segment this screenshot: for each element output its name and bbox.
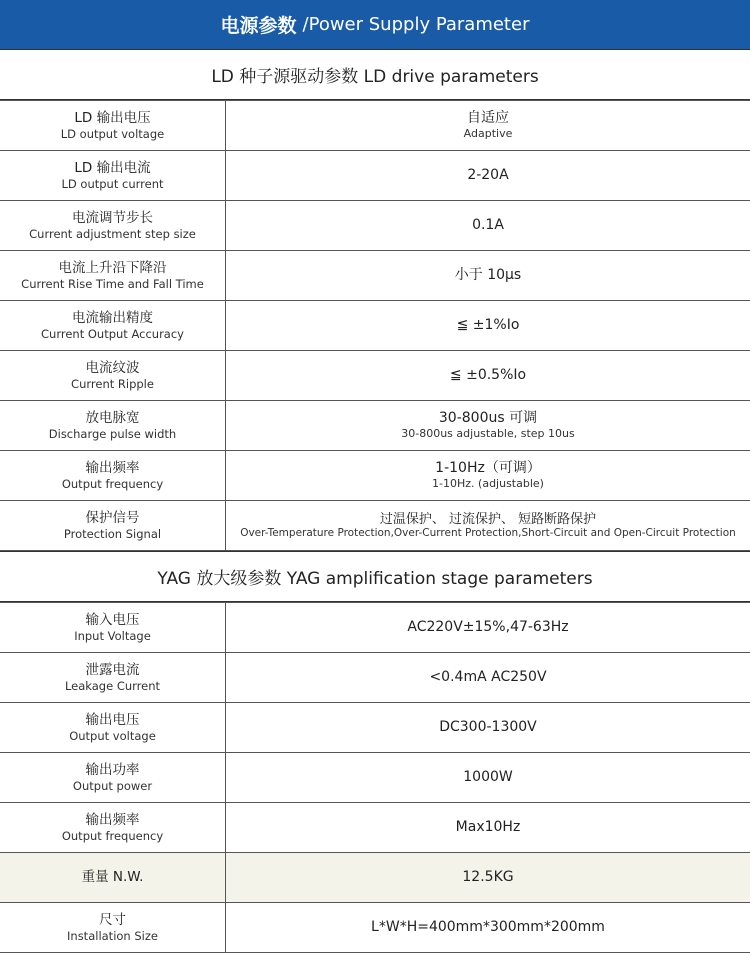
param-label-en: Current Output Accuracy [41, 326, 184, 341]
table-row [0, 451, 750, 501]
table-row [0, 653, 750, 703]
table-row [0, 753, 750, 803]
param-label-cn: 泄露电流 [85, 661, 140, 678]
param-value: 0.1A [472, 217, 504, 233]
param-value: L*W*H=400mm*300mm*200mm [371, 919, 605, 935]
param-label-cn: 输出频率 [85, 811, 140, 828]
param-label-en: Output frequency [61, 828, 164, 843]
param-label-en: LD output current [61, 176, 164, 191]
param-value: 30-800us 可调 [438, 410, 538, 426]
table-row [0, 101, 750, 151]
param-value: 1000W [463, 769, 513, 785]
table-row [0, 301, 750, 351]
table-row [0, 803, 750, 853]
header-title-cn: 电源参数 [220, 15, 297, 37]
param-label-en: Current Ripple [71, 376, 154, 391]
table-row [0, 603, 750, 653]
param-label-en: Discharge pulse width [48, 426, 177, 441]
param-label-cn: LD 输出电压 [74, 109, 151, 126]
param-value-sub: 30-800us adjustable, step 10us [401, 427, 575, 440]
param-value: Max10Hz [455, 819, 521, 835]
param-value-sub: 1-10Hz. (adjustable) [432, 477, 544, 490]
param-label-cn: 电流输出精度 [72, 309, 153, 326]
param-value: AC220V±15%,47-63Hz [407, 619, 569, 635]
param-label-en: Output power [72, 778, 153, 793]
param-value: 自适应 [467, 110, 509, 126]
param-label-cn: 输出电压 [85, 711, 140, 728]
table-row [0, 703, 750, 753]
param-label-en: Protection Signal [63, 526, 162, 541]
param-value: 2-20A [467, 167, 509, 183]
param-value: DC300-1300V [439, 719, 537, 735]
param-value: 12.5KG [462, 869, 514, 885]
param-label-en: Output frequency [61, 476, 164, 491]
table-row [0, 903, 750, 953]
param-label-cn: 输入电压 [85, 611, 140, 628]
param-label-cn: 输出功率 [85, 761, 140, 778]
yag-section-title: YAG 放大级参数 YAG amplification stage parameters [0, 551, 750, 602]
param-label-cn: 放电脉宽 [85, 409, 140, 426]
param-value: <0.4mA AC250V [429, 669, 547, 685]
param-label-cn: 保护信号 [85, 509, 140, 526]
param-label-cn: 电流上升沿下降沿 [58, 259, 167, 276]
table-row [0, 201, 750, 251]
param-label-en: Current Rise Time and Fall Time [21, 276, 204, 291]
table-row [0, 151, 750, 201]
param-label-cn: LD 输出电流 [74, 159, 151, 176]
param-label-cn: 输出频率 [85, 459, 140, 476]
param-label-cn: 尺寸 [99, 911, 126, 928]
ld-section-title: LD 种子源驱动参数 LD drive parameters [0, 49, 750, 100]
param-label-cn: 电流纹波 [85, 359, 140, 376]
param-label-cn: 重量 N.W. [81, 869, 144, 885]
param-value: ≦ ±0.5%Io [449, 367, 527, 383]
ld-params-table [0, 100, 750, 551]
param-value-sub: Over-Temperature Protection,Over-Current Protection,Short-Circuit and Open-Circuit Protection [240, 526, 736, 539]
param-value: 小于 10μs [454, 267, 522, 283]
param-label-en: LD output voltage [60, 126, 165, 141]
param-value: 1-10Hz（可调） [435, 460, 541, 476]
param-value: ≦ ±1%Io [456, 317, 520, 333]
param-label-cn: 电流调节步长 [72, 209, 153, 226]
param-label-en: Leakage Current [64, 678, 161, 693]
table-row [0, 251, 750, 301]
table-row [0, 351, 750, 401]
table-row [0, 853, 750, 903]
page-header [0, 0, 750, 49]
param-label-en: Output voltage [69, 728, 156, 743]
param-value: 过温保护、 过流保护、 短路断路保护 [379, 511, 597, 527]
table-row [0, 501, 750, 551]
yag-params-table [0, 602, 750, 953]
param-label-en: Current adjustment step size [29, 226, 196, 241]
param-value-sub: Adaptive [463, 127, 513, 140]
header-title-en: /Power Supply Parameter [302, 14, 530, 35]
param-label-en: Installation Size [67, 928, 158, 943]
param-label-en: Input Voltage [74, 628, 151, 643]
table-row [0, 401, 750, 451]
